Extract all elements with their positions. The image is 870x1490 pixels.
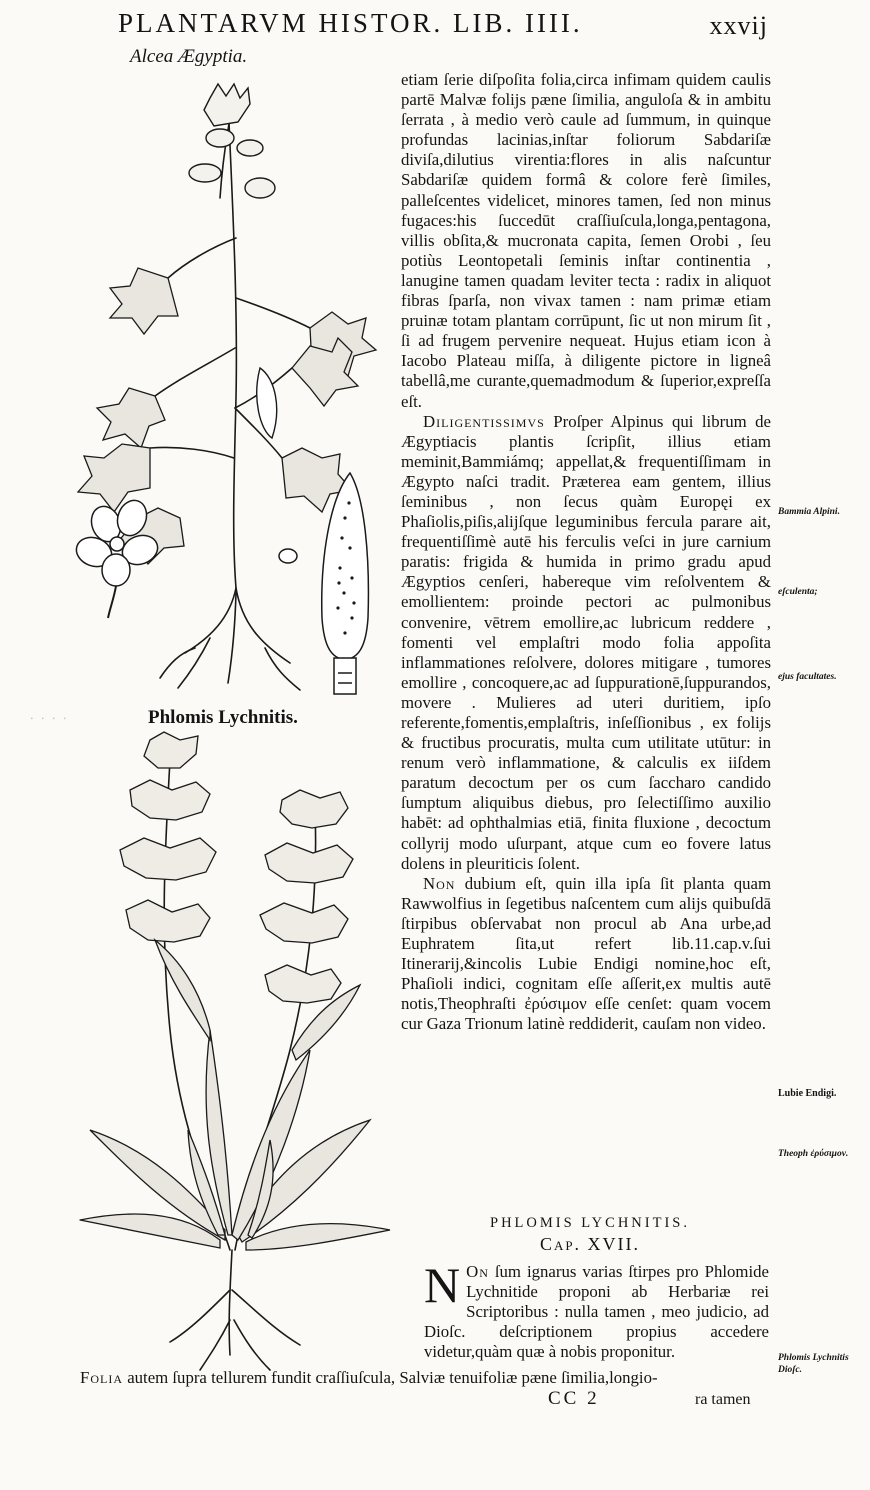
paragraph-alcea-description: etiam ſerie diſpoſita folia,circa infimam quidem caulis partē Malvæ folijs pæne ſimilia, anguloſa & in ambitu ſerrata , à medio verò caule ad ſummum, in quinque profundas lacinias,inſtar foliorum Sabdariſæ diviſa,dilutius virentia:flores in alis naſcuntur Sabdariſæ quidem formâ & colore ferè ſimiles, palleſcentes videlicet, minores tamen, ſed non minus fugaces:his ſuccedūt craſſiuſcula,longa,pentagona, villis obſita,& mucronata capita, ſemen Orobi , ſeu potiùs Leontopetali ſeminis inſtar continentia , lanugine tamen quadam leviter tecta : radix in aliquot fibras ſparſa, non vivax tamen : nam primæ etiam pruinæ totam plantam corrūpunt, ſic ut non mirum ſit , ſi ad frugem pervenire nequeat. Hujus etiam icon à Iacobo Plateau miſſa, à diligente pictore in ligneâ tabellâ,me curante,quemadmodum & ſuperior,expreſſa eſt. [401,70,771,411]
margin-note-bammia: Bammia Alpini. [778,507,840,517]
last-line-lead-word: Folia [80,1368,123,1387]
chapter-opening-paragraph [424,1257,769,1362]
paragraph-lead-word: Non [423,873,456,893]
page-number: xxvij [709,11,768,40]
chapter-number: Cap. XVII. [539,1234,641,1254]
figure-caption-alcea: Alcea Ægyptia. [130,46,248,67]
margin-note-facultates: ejus facultates. [778,672,837,682]
running-head: PLANTARVM HISTOR. LIB. IIII. [118,8,583,38]
main-text-column [401,70,771,1035]
signature-mark: CC 2 [548,1388,600,1409]
paragraph-lead-word: Diligentissimvs [423,411,545,431]
paragraph-alpinus [401,412,771,874]
chapter-title: PHLOMIS LYCHNITIS. [490,1215,690,1231]
full-width-last-line [80,1368,770,1388]
drop-cap: N [424,1257,461,1313]
margin-note-lubie-endigi: Lubie Endigi. [778,1088,837,1099]
last-line-text: autem ſupra tellurem fundit craſſiuſcula, Salviæ tenuifoliæ pæne ſimilia,longio- [123,1368,658,1387]
margin-note-phlomis-dioscorides: Phlomis Lychnitis Dioſc. [778,1353,849,1375]
chapter-text-body: ſum ignarus varias ſtirpes pro Phlomide Lychnitide proponi ab Herbariæ rei Scriptoribus : nulla tamen , meo judicio, ad Dioſc. deſcriptionem propius accedere videtur,quàm quæ à nobis proponitur. [424,1262,769,1362]
paragraph-body: Proſper Alpinus qui librum de Ægyptiacis plantis ſcripſit, illius etiam meminit,Bammiámq; appellat,& frequentiſſimam in Ægypto naſci tradit. Præterea eam gentem, illius ſeminibus , non ſecus quàm Europęi ex Phaſiolis,piſis,alijſque leguminibus fercula parare ait, frequentiſſimè autē his ferculis veſci in jure carnium paratis: frigida & humida in primo gradu apud Ægyptios cenſeri, habereque vim reſolventem & emollientem: proinde pectori ac pulmonibus convenire, vētrem emollire,ac lubricum reddere , fomenti vel emplaſtri modo folia appoſita inflammationes reſolvere, dolores mitigare , tumores emollire , concoquere,ac ad ſuppurationē,ſuppurandos, movere . Mulieres ad uteri duritiem, ipſo referente,fomentis,emplaſtris, inſeſſionibus , ex folijs & fructibus procuratis, multa cum utilitate utūtur: in renum verò inflammatione, & calculis ex iiſdem paratum decoctum per os cum ſaccharo candido ſumptum aliquibus diebus, pro ſelectiſſimo auxilio habēt: ad ophthalmias etiā, finita fluxione , decoctum collyrij modo uſurpant, atque cum eo fovere latus dolens in pleuriticis ſolent. [401,411,771,873]
figure-caption-phlomis: Phlomis Lychnitis. [148,707,298,728]
bleed-through-text: ∙ ∙ ∙ ∙ [30,712,69,727]
alcea-aegyptia-woodcut [60,78,400,706]
chapter-lead-word: On [466,1262,489,1281]
paragraph-body: dubium eſt, quin illa ipſa ſit planta quam Rawwolfius in ſegetibus naſcentem cum alijs quibuſdā ſtirpibus obſervabat non procul ab Ana urbe,ad Euphratem ſita,ut refert lib.11.cap.v.ſui Itinerarij,&incolis Lubie Endigi nomine,hoc eſt, Phaſioli indici, cognitam eſſe aſſerit,ex multis autē notis,Theophraſti ἐρύσιμον eſſe cenſet: quam vocem cur Gaza Trionum latinè reddiderit, cauſam non video. [401,873,771,1034]
catchword: ra tamen [695,1391,751,1408]
margin-note-esculenta: eſculenta; [778,587,818,597]
phlomis-lychnitis-woodcut [60,730,405,1390]
margin-note-theophrastus: Theoph ἐρύσιμον. [778,1149,849,1159]
paragraph-rauwolf [401,874,771,1035]
